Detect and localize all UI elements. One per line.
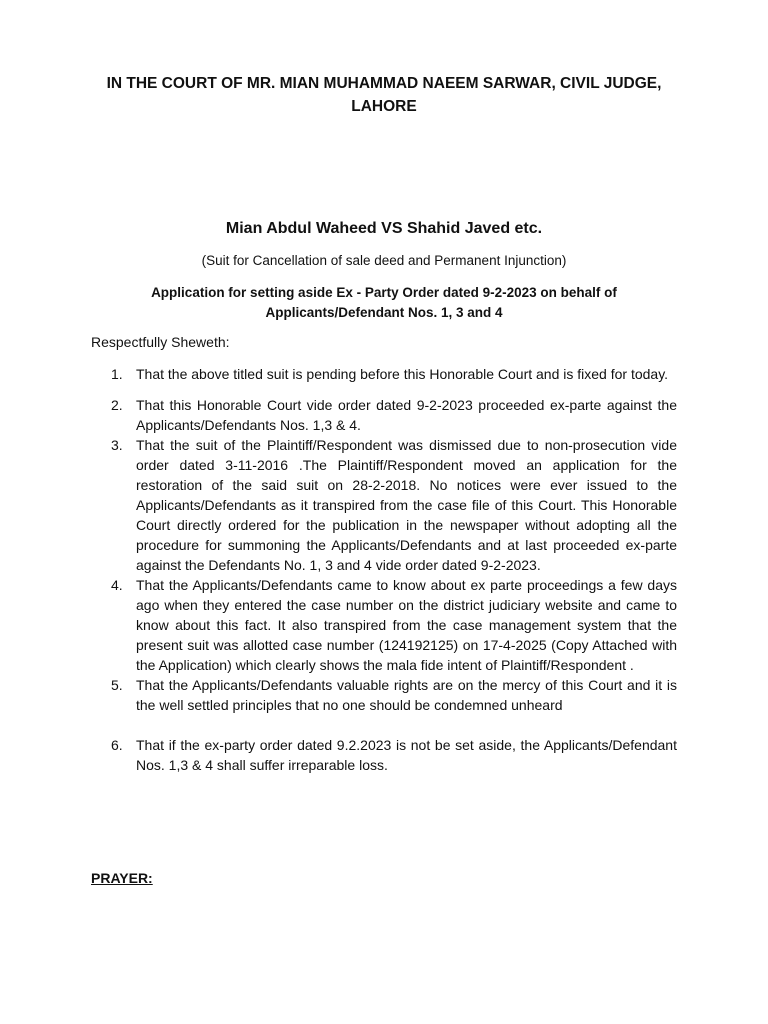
paragraph-text: That the above titled suit is pending before this Honorable Court and is fixed for today. (136, 366, 669, 382)
paragraph-number: 1. (111, 366, 123, 382)
paragraph-number: 6. (111, 737, 123, 753)
list-item (91, 435, 677, 575)
paragraph-text: That the Applicants/Defendants came to know about ex parte proceedings a few days ago when they entered the case number on the district judiciary website and came to know about this fact. It also transpired from the case management system that the present suit was allotted case number (124192125) on 17-4-2025 (Copy Attached with the Application) which clearly shows the mala fide intent of Plaintiff/Respondent . (136, 577, 677, 673)
list-item (91, 575, 677, 675)
application-title: Application for setting aside Ex - Party Order dated 9-2-2023 on behalf of Applicants/Defendant Nos. 1, 3 and 4 (151, 285, 617, 320)
case-title: Mian Abdul Waheed VS Shahid Javed etc. (225, 220, 543, 237)
list-item (91, 675, 677, 715)
paragraph-text: That the Applicants/Defendants valuable rights are on the mercy of this Court and it is the well settled principles that no one should be condemned unheard (136, 677, 677, 713)
list-item (91, 364, 677, 384)
paragraph-text: That if the ex-party order dated 9.2.2023 is not be set aside, the Applicants/Defendant Nos. 1,3 & 4 shall suffer irreparable loss. (136, 737, 677, 773)
paragraph-number: 4. (111, 577, 123, 593)
paragraph-number: 2. (111, 397, 123, 413)
salutation: Respectfully Sheweth: (91, 334, 230, 350)
suit-type: (Suit for Cancellation of sale deed and Permanent Injunction) (201, 253, 567, 268)
prayer-heading: PRAYER: (91, 870, 153, 886)
list-item (91, 395, 677, 435)
paragraph-text: That this Honorable Court vide order dated 9-2-2023 proceeded ex-parte against the Applicants/Defendants Nos. 1,3 & 4. (136, 397, 677, 433)
paragraph-list (91, 364, 677, 775)
list-item (91, 735, 677, 775)
paragraph-text: That the suit of the Plaintiff/Respondent was dismissed due to non-prosecution vide order dated 3-11-2016 .The Plaintiff/Respondent moved an application for the restoration of the said suit on 28-2-2018. No notices were ever issued to the Applicants/Defendants as it transpired from the case file of this Court. This Honorable Court directly ordered for the publication in the newspaper without adopting all the procedure for summoning the Applicants/Defendants and at last proceeded ex-parte against the Defendants No. 1, 3 and 4 vide order dated 9-2-2023. (136, 437, 677, 573)
paragraph-number: 5. (111, 677, 123, 693)
paragraph-number: 3. (111, 437, 123, 453)
court-title: IN THE COURT OF MR. MIAN MUHAMMAD NAEEM SARWAR, CIVIL JUDGE, LAHORE (106, 75, 662, 115)
